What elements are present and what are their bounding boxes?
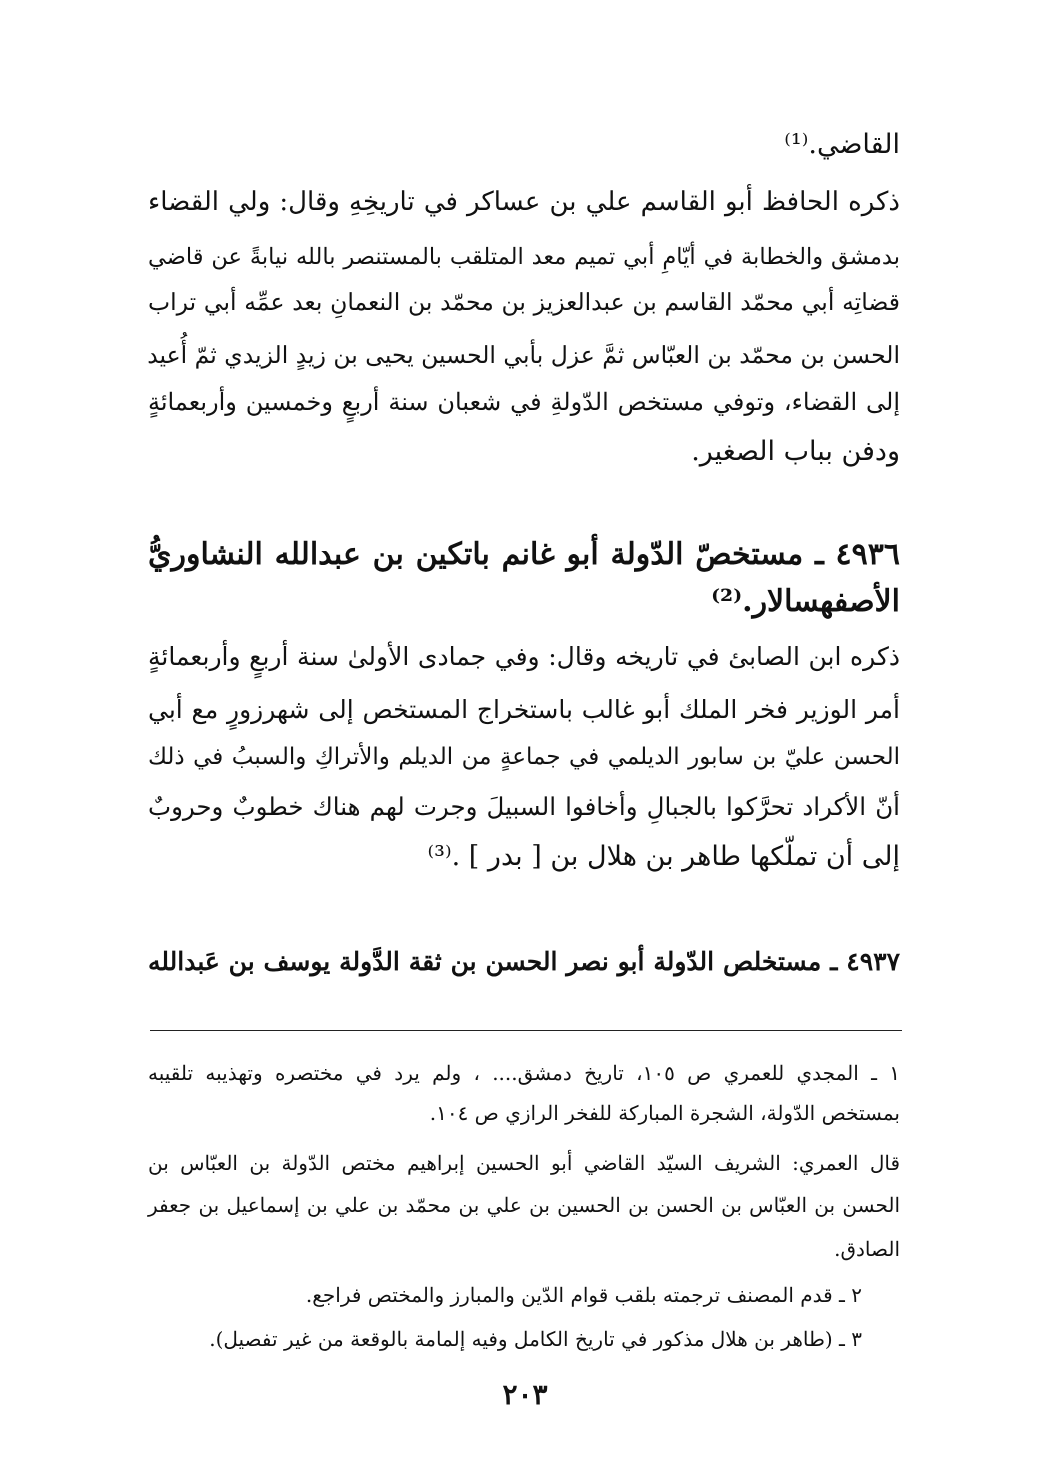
text-line: إلى القضاء، وتوفي مستخص الدّولةِ في شعبان سنة أربعٍ وخمسين وأربعمائةٍ <box>148 388 900 416</box>
text-line: أنّ الأكراد تحرَّكوا بالجبالِ وأخافوا السبيلَ وجرت لهم هناك خطوبٌ وحروبٌ <box>148 792 900 821</box>
text-line: القاضي.⁽¹⁾ <box>784 129 900 160</box>
footnote-line: الحسن بن العبّاس بن الحسن بن الحسين بن علي بن محمّد بن علي بن إسماعيل بن جعفر <box>148 1193 900 1217</box>
text-line: ذكره الحافظ أبو القاسم علي بن عساكر في تاريخِهِ وقال: ولي القضاء <box>148 187 900 217</box>
text-line: ذكره ابن الصابئ في تاريخه وقال: وفي جمادى الأولىٰ سنة أربعٍ وأربعمائةٍ <box>148 642 900 671</box>
entry-heading-continued: الأصفهسالار.⁽²⁾ <box>711 584 900 619</box>
text-line: إلى أن تملّكها طاهر بن هلال بن [ بدر ] .⁽³⁾ <box>427 841 900 872</box>
text-line: الحسن عليّ بن سابور الديلمي في جماعةٍ من الديلم والأتراكِ والسببُ في ذلك <box>148 744 900 770</box>
footnote-line: ١ ـ المجدي للعمري ص ١٠٥، تاريخ دمشق.... ، ولم يرد في مختصره وتهذيبه تلقيبه <box>148 1061 900 1085</box>
footnote-divider <box>150 1030 902 1031</box>
text-line: ودفن بباب الصغير. <box>691 436 900 467</box>
entry-heading: ٤٩٣٧ ـ مستخلص الدّولة أبو نصر الحسن بن ثقة الدَّولة يوسف بن عَبدالله <box>148 947 900 976</box>
entry-heading: ٤٩٣٦ ـ مستخصّ الدّولة أبو غانم باتكين بن عبدالله النشاوريُّ <box>148 537 900 572</box>
footnote-3: ٣ ـ (طاهر بن هلال مذكور في تاريخ الكامل وفيه إلمامة بالوقعة من غير تفصيل). <box>209 1327 862 1351</box>
text-line: قضاتِه أبي محمّد القاسم بن عبدالعزيز بن محمّد بن النعمانِ بعد عمِّه أبي تراب <box>148 288 900 316</box>
footnote-line: قال العمري: الشريف السيّد القاضي أبو الحسين إبراهيم مختص الدّولة بن العبّاس بن <box>148 1151 900 1175</box>
footnote-2: ٢ ـ قدم المصنف ترجمته بلقب قوام الدّين والمبارز والمختص فراجع. <box>305 1283 862 1307</box>
page-number: ٢٠٣ <box>502 1378 548 1411</box>
text-line: الحسن بن محمّد بن العبّاس ثمَّ عزل بأبي الحسين يحيى بن زيدٍ الزيدي ثمّ أُعيد <box>147 341 900 369</box>
text-line: بدمشق والخطابة في أيّامِ أبي تميم معد المتلقب بالمستنصر بالله نيابةً عن قاضي <box>148 244 900 270</box>
footnote-line: الصادق. <box>834 1237 900 1261</box>
footnote-line: بمستخص الدّولة، الشجرة المباركة للفخر الرازي ص ١٠٤. <box>429 1101 900 1125</box>
text-line: أمر الوزير فخر الملك أبو غالب باستخراج المستخص إلى شهرزورٍ مع أبي <box>148 695 900 724</box>
